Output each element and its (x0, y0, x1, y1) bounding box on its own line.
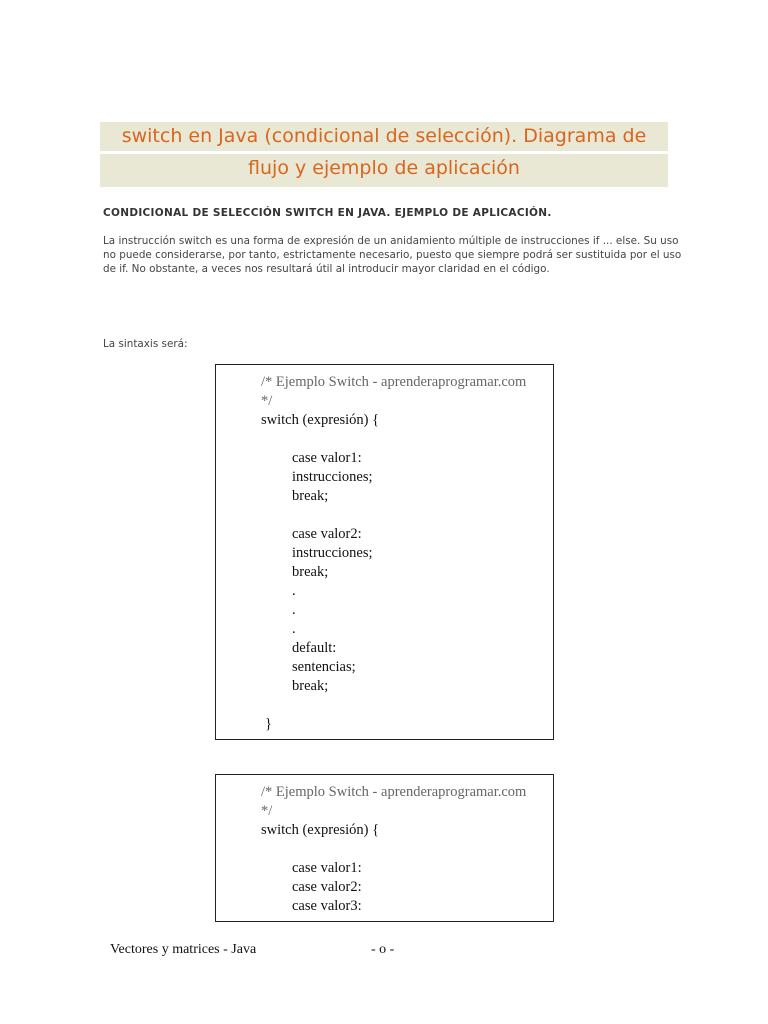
code-break-line: break; (292, 564, 329, 580)
intro-paragraph (103, 234, 682, 276)
intro-line-2: no puede considerarse, por tanto, estrictamente necesario, puesto que siempre podrá ser sustituida por el uso (103, 249, 682, 261)
code-default-line: default: (292, 640, 337, 656)
code-sentencias-line: sentencias; (292, 659, 356, 675)
code-switch-line: switch (expresión) { (261, 412, 380, 428)
code-instructions-line: instrucciones; (292, 545, 373, 561)
code-comment-end: */ (261, 803, 273, 819)
code-break-line: break; (292, 678, 329, 694)
code-case-line: case valor1: (292, 450, 362, 466)
page-title-line-2: flujo y ejemplo de aplicación (248, 157, 520, 179)
footer-page-number: - o - (371, 942, 395, 957)
code-case-line: case valor2: (292, 879, 362, 895)
page-title-banner (100, 122, 668, 187)
code-case-line: case valor3: (292, 898, 362, 914)
intro-line-3: de if. No obstante, a veces nos resultará útil al introducir mayor claridad en el código. (103, 263, 550, 275)
code-closing-brace: } (265, 716, 272, 732)
code-comment: /* Ejemplo Switch - aprenderaprogramar.com (261, 784, 527, 800)
code-block-multi-case (215, 774, 554, 922)
code-comment-end: */ (261, 393, 273, 409)
code-case-line: case valor1: (292, 860, 362, 876)
code-instructions-line: instrucciones; (292, 469, 373, 485)
code-ellipsis-dot: . (292, 621, 296, 637)
section-heading: CONDICIONAL DE SELECCIÓN SWITCH EN JAVA. EJEMPLO DE APLICACIÓN. (103, 207, 552, 219)
intro-line-1: La instrucción switch es una forma de expresión de un anidamiento múltiple de instrucciones if ... else. Su uso (103, 235, 679, 247)
code-ellipsis-dot: . (292, 583, 296, 599)
page-title-line-1: switch en Java (condicional de selección). Diagrama de (100, 122, 668, 154)
code-switch-line: switch (expresión) { (261, 822, 380, 838)
code-break-line: break; (292, 488, 329, 504)
code-case-line: case valor2: (292, 526, 362, 542)
code-block-syntax (215, 364, 554, 740)
code-comment: /* Ejemplo Switch - aprenderaprogramar.com (261, 374, 527, 390)
syntax-label: La sintaxis será: (103, 338, 188, 350)
code-ellipsis-dot: . (292, 602, 296, 618)
footer-document-title: Vectores y matrices - Java (110, 942, 257, 957)
